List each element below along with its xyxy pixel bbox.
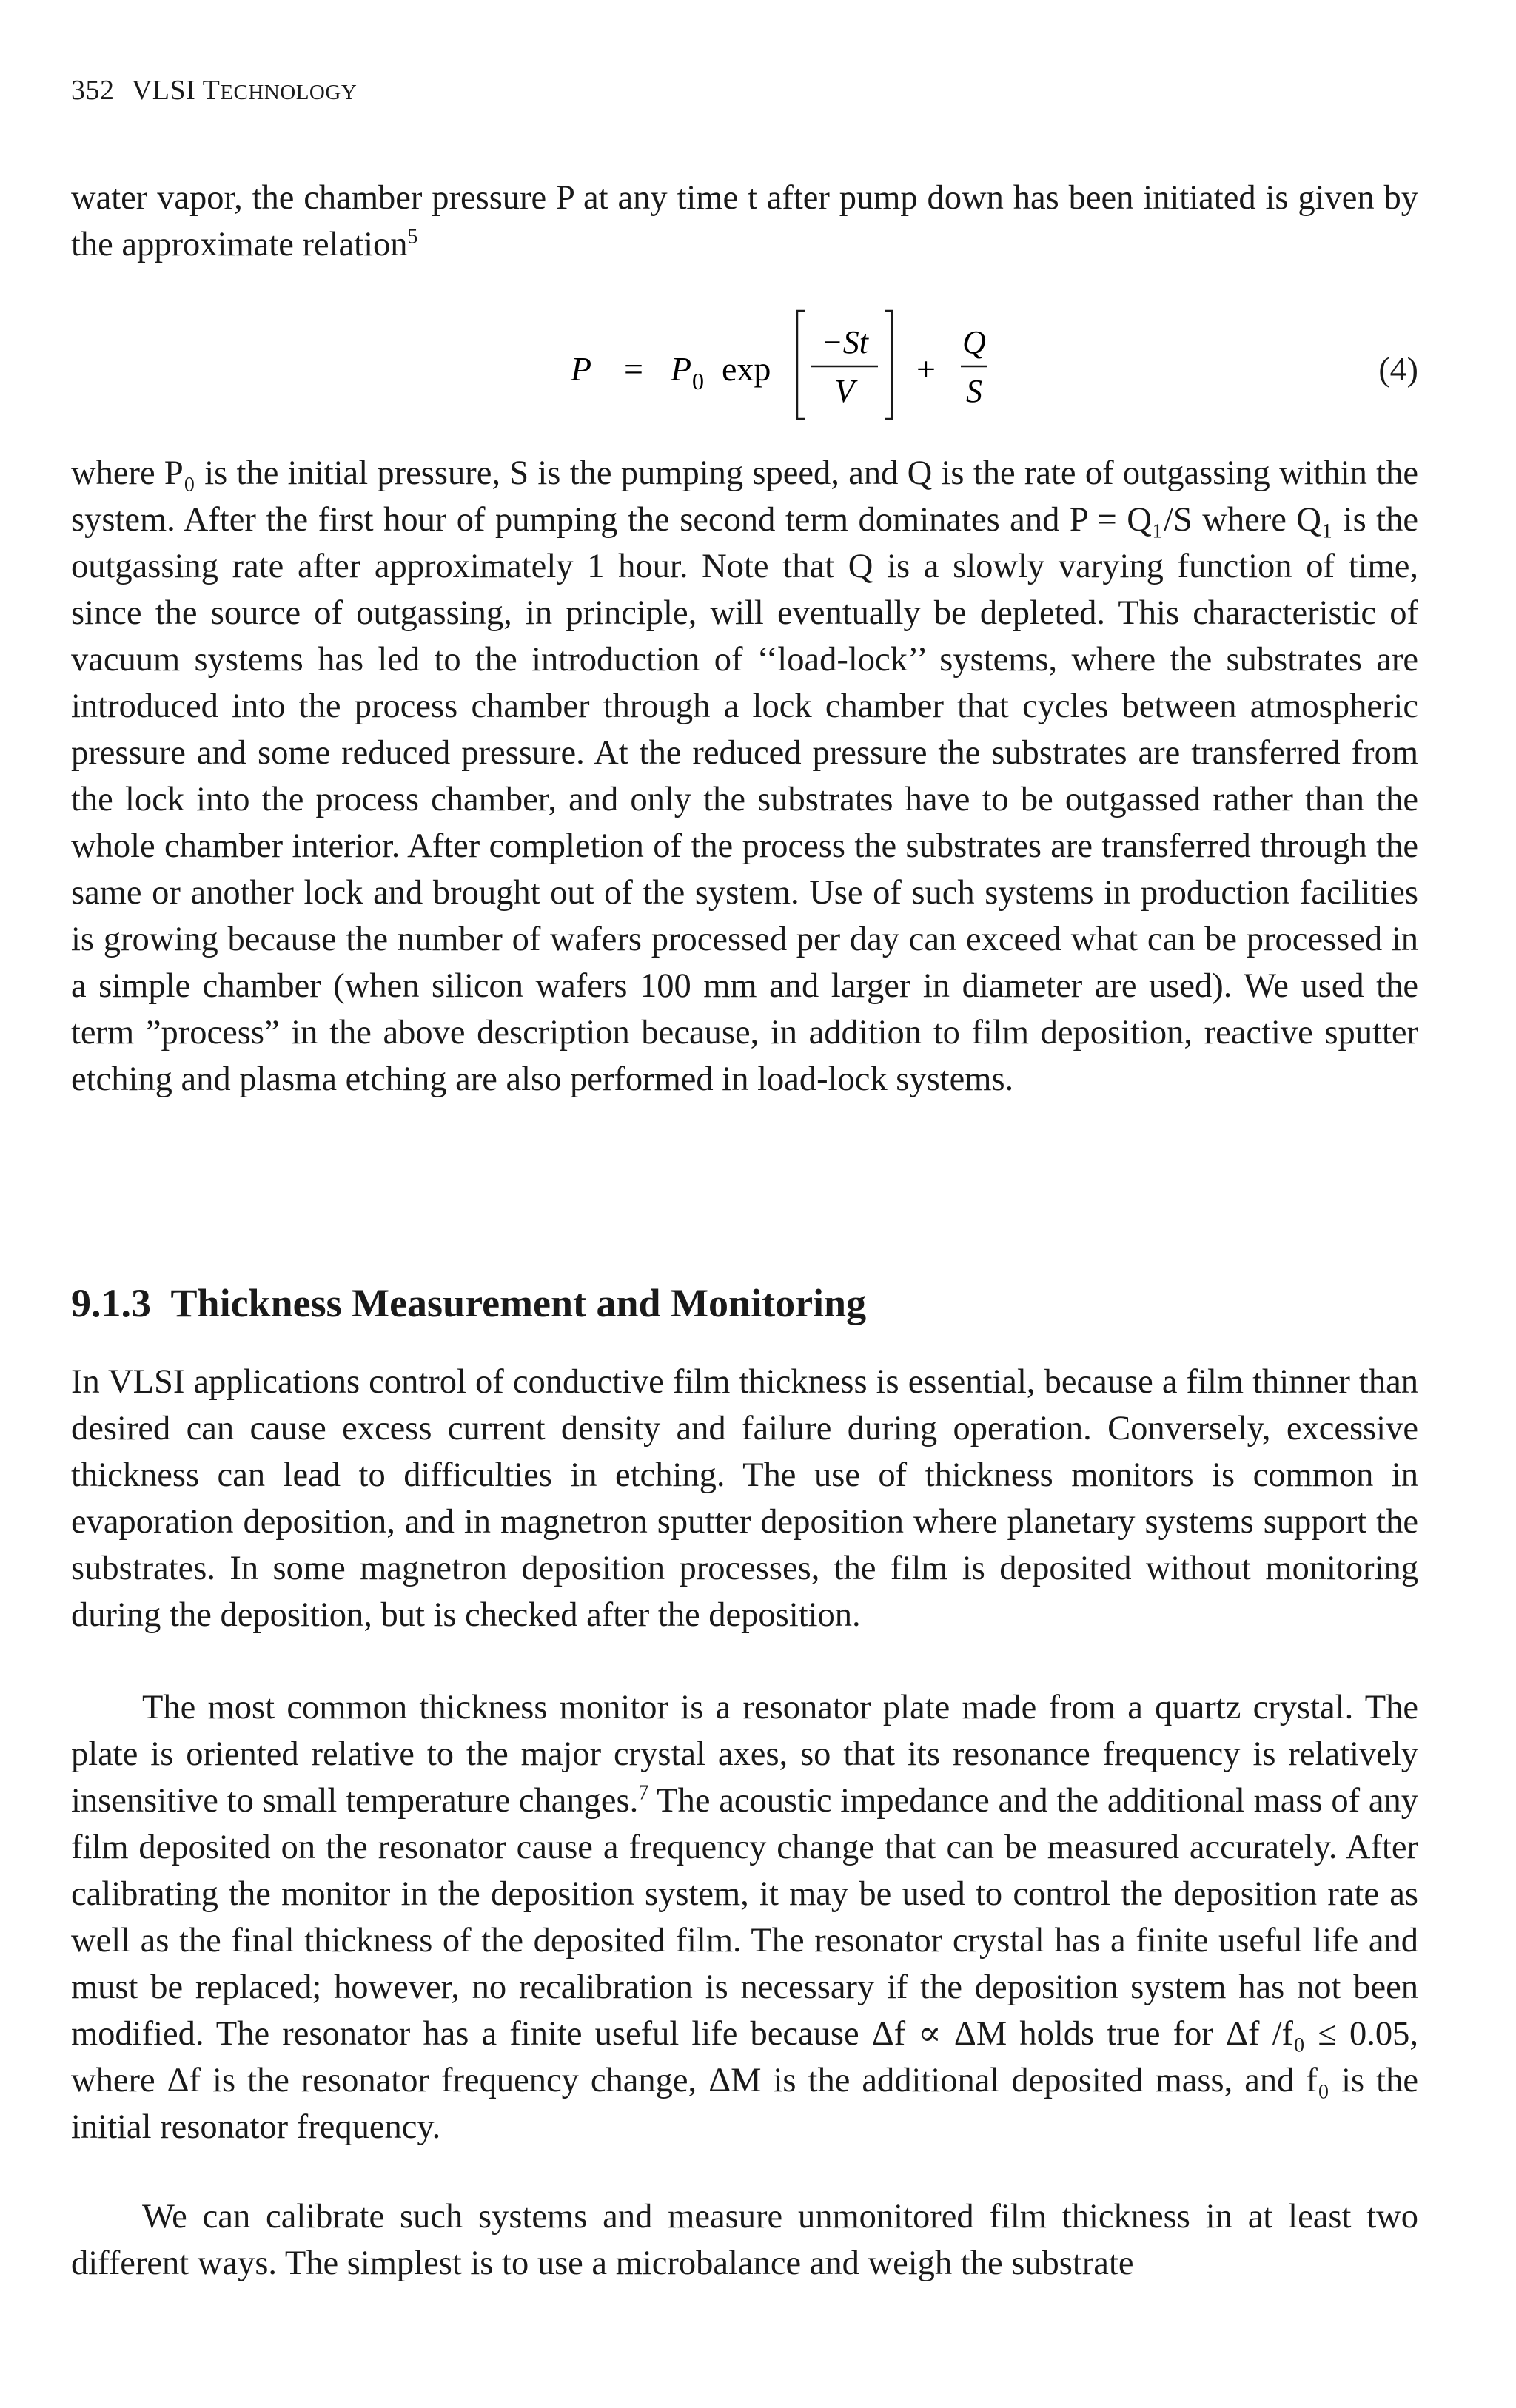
equation-body <box>497 303 1059 437</box>
equation-4 <box>71 303 1418 437</box>
running-head-tech-rest: ECHNOLOGY <box>220 81 358 104</box>
eq-p0-sub: 0 <box>692 368 704 394</box>
paragraph-3: In VLSI applications control of conductive film thickness is essential, because a film thinner than desired can cause excess current density and failure during operation. Conversely, excessive thickness can lead to difficulties in etching. The use of thickness monitors is common in evaporation deposition, and in magnetron sputter deposition where planetary systems support the substrates. In some magnetron deposition processes, the film is deposited without monitoring during the deposition, but is checked after the deposition. <box>71 1363 1418 1634</box>
section-number: 9.1.3 <box>71 1281 151 1325</box>
right-bracket <box>885 311 892 419</box>
equation-number: (4) <box>1378 350 1418 388</box>
paragraph-continued <box>71 175 1418 268</box>
paragraph-1-text: water vapor, the chamber pressure P at any time t after pump down has been initiated is given by the approximate relation <box>71 179 1418 263</box>
eq-exp: exp <box>722 350 771 388</box>
paragraph-5: We can calibrate such systems and measure unmonitored film thickness in at least two different ways. The simplest is to use a microbalance and weigh the substrate <box>71 2198 1418 2282</box>
eq-frac-num: −St <box>821 324 868 360</box>
running-head <box>71 74 357 107</box>
paragraph-4a-text: The most common thickness monitor is a resonator plate made from a quartz crystal. The plate is oriented relative to the major crystal axes, so that its resonance frequency is relatively insensitive to small temperature changes. <box>71 1689 1418 1820</box>
running-head-vlsi: VLSI <box>131 75 196 106</box>
eq-q-num: Q <box>962 324 986 360</box>
eq-plus: + <box>916 350 936 388</box>
eq-equals: = <box>624 350 643 388</box>
paragraph-2: where P₀ is the initial pressure, S is the pumping speed, and Q is the rate of outgassing within the system. After the first hour of pumping the second term dominates and P = Q₁/S where Q₁ is the outgassing rate after approximately 1 hour. Note that Q is a slowly varying function of time, since the source of outgassing, in principle, will eventually be depleted. This characteristic of vacuum systems has led to the introduction of ‘‘load-lock’’ systems, where the substrates are introduced into the process chamber through a lock chamber that cycles between atmospheric pressure and some reduced pressure. At the reduced pressure the substrates are transferred from the lock into the process chamber, and only the substrates have to be outgassed rather than the whole chamber interior. After completion of the process the substrates are transferred through the same or another lock and brought out of the system. Use of such systems in production facilities is growing because the number of wafers processed per day can exceed what can be processed in a simple chamber (when silicon wafers 100 mm and larger in diameter are used). We used the term ”process” in the above description because, in addition to film deposition, reactive sputter etching and plasma etching are also performed in load-lock systems. <box>71 454 1418 1098</box>
section-title: Thickness Measurement and Monitoring <box>170 1281 867 1325</box>
eq-frac-den: V <box>834 373 855 409</box>
eq-p0: P <box>671 350 692 388</box>
paragraph-4b-text: The acoustic impedance and the additional mass of any film deposited on the resonator cause a frequency change that can be measured accurately. After calibrating the monitor in the deposition system, it may be used to control the deposition rate as well as the final thickness of the deposited film. The resonator crystal has a finite useful life and must be replaced; however, no recalibration is necessary if the deposition system has not been modified. The resonator has a finite useful life because Δf ∝ ΔM holds true for Δf /f₀ ≤ 0.05, where Δf is the resonator frequency change, ΔM is the additional deposited mass, and f₀ is the initial resonator frequency. <box>71 1782 1418 2146</box>
section-heading <box>71 1280 866 1326</box>
eq-lhs: P <box>571 350 592 388</box>
reference-7: 7 <box>638 1781 649 1805</box>
reference-5: 5 <box>407 225 418 249</box>
left-bracket <box>797 311 805 419</box>
eq-q-den: S <box>966 373 982 409</box>
running-head-tech-initial: T <box>202 75 221 106</box>
page-number: 352 <box>71 75 115 106</box>
paragraph-4 <box>71 1684 1418 2150</box>
